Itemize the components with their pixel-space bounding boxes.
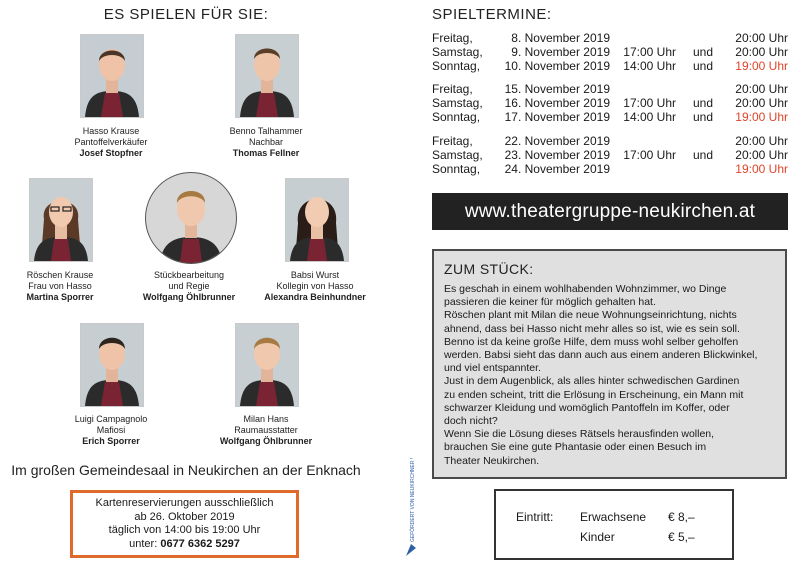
story-line: und viel entspannter. bbox=[444, 362, 541, 375]
story-heading: ZUM STÜCK: bbox=[444, 261, 534, 277]
story-line: passieren die keiner für möglich gehalten hat. bbox=[444, 296, 656, 309]
cast-actor: Thomas Fellner bbox=[232, 148, 300, 158]
schedule-day: Freitag, bbox=[432, 82, 473, 96]
schedule-date: 17. November 2019 bbox=[504, 110, 610, 124]
schedule-date: 10. November 2019 bbox=[504, 59, 610, 73]
schedule-group-1 bbox=[432, 31, 788, 73]
cast-actor: Erich Sporrer bbox=[82, 436, 140, 446]
schedule-row bbox=[432, 162, 788, 176]
person-photo-icon bbox=[81, 35, 143, 117]
cast-role-detail: Nachbar bbox=[248, 137, 284, 147]
cast-member-4 bbox=[129, 270, 249, 303]
cast-role-detail: Raumausstatter bbox=[234, 425, 298, 435]
schedule-group-2 bbox=[432, 82, 788, 124]
ticket-phone-line bbox=[73, 538, 296, 552]
schedule-date: 22. November 2019 bbox=[504, 134, 610, 148]
schedule-date: 16. November 2019 bbox=[504, 96, 610, 110]
person-photo-icon bbox=[81, 324, 143, 406]
portrait-photo-wolfgang-oehlbrunner-2 bbox=[235, 323, 299, 407]
story-line: Es geschah in einem wohlhabenden Wohnzimmer, wo Dinge bbox=[444, 283, 727, 295]
story-line: Wenn Sie die Lösung dieses Rätsels herausfinden wollen, bbox=[444, 428, 715, 441]
admission-price-box bbox=[494, 489, 734, 560]
schedule-row bbox=[432, 110, 788, 124]
schedule-date: 24. November 2019 bbox=[504, 162, 610, 176]
schedule-und: und bbox=[692, 45, 714, 59]
cast-role: Milan Hans bbox=[243, 414, 289, 424]
person-photo-icon bbox=[236, 35, 298, 117]
schedule-day: Freitag, bbox=[432, 31, 473, 45]
schedule-und: und bbox=[692, 59, 714, 73]
ticket-reservation-box bbox=[70, 490, 299, 558]
cast-member-6 bbox=[51, 414, 171, 447]
story-line: schwarzer Kleidung und womöglich Pantoffeln im Koffer, oder bbox=[444, 401, 730, 414]
portrait-photo-thomas-fellner bbox=[235, 34, 299, 118]
schedule-day: Samstag, bbox=[432, 45, 483, 59]
schedule-time-main: 20:00 Uhr bbox=[735, 148, 788, 162]
ticket-line-2: ab 26. Oktober 2019 bbox=[134, 510, 235, 523]
schedule-row bbox=[432, 134, 788, 148]
schedule-row bbox=[432, 45, 788, 59]
schedule-day: Sonntag, bbox=[432, 110, 481, 124]
story-line: ahnend, dass bei Hasso nicht mehr alles so ist, wie es sein soll. bbox=[444, 322, 740, 335]
person-photo-icon bbox=[30, 179, 92, 261]
person-photo-icon bbox=[286, 179, 348, 261]
person-photo-icon bbox=[146, 173, 236, 263]
story-line: Röschen plant mit Milan die neue Wohnungseinrichtung, nichts bbox=[444, 309, 737, 322]
schedule-row bbox=[432, 148, 788, 162]
child-label: Kinder bbox=[580, 530, 615, 544]
cast-role: Babsi Wurst bbox=[290, 270, 340, 280]
schedule-row bbox=[432, 96, 788, 110]
schedule-time-main: 19:00 Uhr bbox=[735, 59, 788, 73]
cast-actor: Josef Stopfner bbox=[79, 148, 143, 158]
story-text bbox=[444, 283, 775, 468]
person-photo-icon bbox=[236, 324, 298, 406]
story-line: Theater Neukirchen. bbox=[444, 454, 540, 467]
schedule-time-main: 20:00 Uhr bbox=[735, 45, 788, 59]
schedule-und: und bbox=[692, 148, 714, 162]
portrait-photo-erich-sporrer bbox=[80, 323, 144, 407]
cast-role: Hasso Krause bbox=[82, 126, 140, 136]
cast-role: Röschen Krause bbox=[26, 270, 94, 280]
ticket-line-3: täglich von 14:00 bis 19:00 Uhr bbox=[108, 524, 261, 536]
schedule-time-early: 14:00 Uhr bbox=[623, 59, 676, 73]
schedule-time-main: 20:00 Uhr bbox=[735, 31, 788, 45]
schedule-day: Sonntag, bbox=[432, 59, 481, 73]
cast-heading: ES SPIELEN FÜR SIE: bbox=[103, 6, 269, 23]
portrait-photo-alexandra-beinhundner bbox=[285, 178, 349, 262]
schedule-heading: SPIELTERMINE: bbox=[432, 6, 552, 23]
portrait-photo-martina-sporrer bbox=[29, 178, 93, 262]
portrait-photo-josef-stopfner bbox=[80, 34, 144, 118]
cast-role: Stückbearbeitung bbox=[153, 270, 225, 280]
cast-role-detail: Mafiosi bbox=[96, 425, 126, 435]
story-box bbox=[432, 249, 787, 479]
schedule-row bbox=[432, 82, 788, 96]
schedule-time-main: 20:00 Uhr bbox=[735, 82, 788, 96]
schedule-time-main: 20:00 Uhr bbox=[735, 96, 788, 110]
cast-role-detail: Kollegin von Hasso bbox=[276, 281, 354, 291]
cast-role-detail: Frau von Hasso bbox=[28, 281, 92, 291]
schedule-day: Freitag, bbox=[432, 134, 473, 148]
cast-role: Benno Talhammer bbox=[229, 126, 303, 136]
schedule-day: Samstag, bbox=[432, 148, 483, 162]
ticket-phone-prefix: unter: bbox=[129, 537, 161, 550]
schedule-date: 8. November 2019 bbox=[511, 31, 610, 45]
schedule-date: 15. November 2019 bbox=[504, 82, 610, 96]
story-line: zu enden scheint, tritt die Erlösung in Erscheinung, ein Mann mit bbox=[444, 388, 744, 401]
schedule-time-main: 19:00 Uhr bbox=[735, 110, 788, 124]
cast-role: Luigi Campagnolo bbox=[74, 414, 148, 424]
story-line: werden. Babsi sieht das dann auch aus einem anderen Blickwinkel, bbox=[444, 349, 758, 362]
adult-price: € 8,– bbox=[668, 510, 695, 524]
cast-actor: Wolfgang Öhlbrunner bbox=[142, 292, 236, 302]
schedule-time-main: 20:00 Uhr bbox=[735, 134, 788, 148]
ticket-line-1: Kartenreservierungen ausschließlich bbox=[95, 497, 274, 509]
cast-actor: Wolfgang Öhlbrunner bbox=[219, 436, 313, 446]
cast-role-detail: Pantoffelverkäufer bbox=[74, 137, 148, 147]
cast-role-detail: und Regie bbox=[168, 281, 210, 291]
vertical-sponsor-logo-icon bbox=[404, 458, 418, 558]
schedule-day: Sonntag, bbox=[432, 162, 481, 176]
story-line: doch nicht? bbox=[444, 415, 498, 428]
cast-member-3 bbox=[0, 270, 120, 303]
adult-label: Erwachsene bbox=[580, 510, 647, 524]
schedule-group-3 bbox=[432, 134, 788, 176]
portrait-photo-wolfgang-oehlbrunner bbox=[145, 172, 237, 264]
cast-member-5 bbox=[255, 270, 375, 303]
schedule-day: Samstag, bbox=[432, 96, 483, 110]
story-line: Benno ist da keine große Hilfe, dem muss wohl selber geholfen bbox=[444, 335, 739, 348]
schedule-row bbox=[432, 31, 788, 45]
schedule-und: und bbox=[692, 110, 714, 124]
schedule-row bbox=[432, 59, 788, 73]
schedule-und: und bbox=[692, 96, 714, 110]
schedule-time-early: 17:00 Uhr bbox=[623, 148, 676, 162]
schedule-date: 9. November 2019 bbox=[511, 45, 610, 59]
vertical-logo-text: GEFÖRDERT VON NEUKIRCHNER VEREINIGUNG bbox=[410, 458, 416, 542]
website-banner[interactable]: www.theatergruppe-neukirchen.at bbox=[432, 193, 788, 230]
schedule-date: 23. November 2019 bbox=[504, 148, 610, 162]
child-price: € 5,– bbox=[668, 530, 695, 544]
ticket-phone-number: 0677 6362 5297 bbox=[160, 537, 240, 550]
schedule-time-early: 17:00 Uhr bbox=[623, 45, 676, 59]
schedule-time-main: 19:00 Uhr bbox=[735, 162, 788, 176]
story-line: brauchen Sie eine gute Phantasie oder einen Besuch im bbox=[444, 441, 707, 454]
admission-label: Eintritt: bbox=[516, 510, 554, 524]
venue-text: Im großen Gemeindesaal in Neukirchen an der Enknach bbox=[11, 462, 361, 478]
schedule-time-early: 17:00 Uhr bbox=[623, 96, 676, 110]
cast-member-1 bbox=[51, 126, 171, 159]
cast-actor: Martina Sporrer bbox=[26, 292, 94, 302]
cast-member-2 bbox=[206, 126, 326, 159]
cast-actor: Alexandra Beinhundner bbox=[264, 292, 366, 302]
story-line: Just in dem Augenblick, als alles hinter schwedischen Gardinen bbox=[444, 375, 740, 388]
cast-member-7 bbox=[206, 414, 326, 447]
schedule-time-early: 14:00 Uhr bbox=[623, 110, 676, 124]
